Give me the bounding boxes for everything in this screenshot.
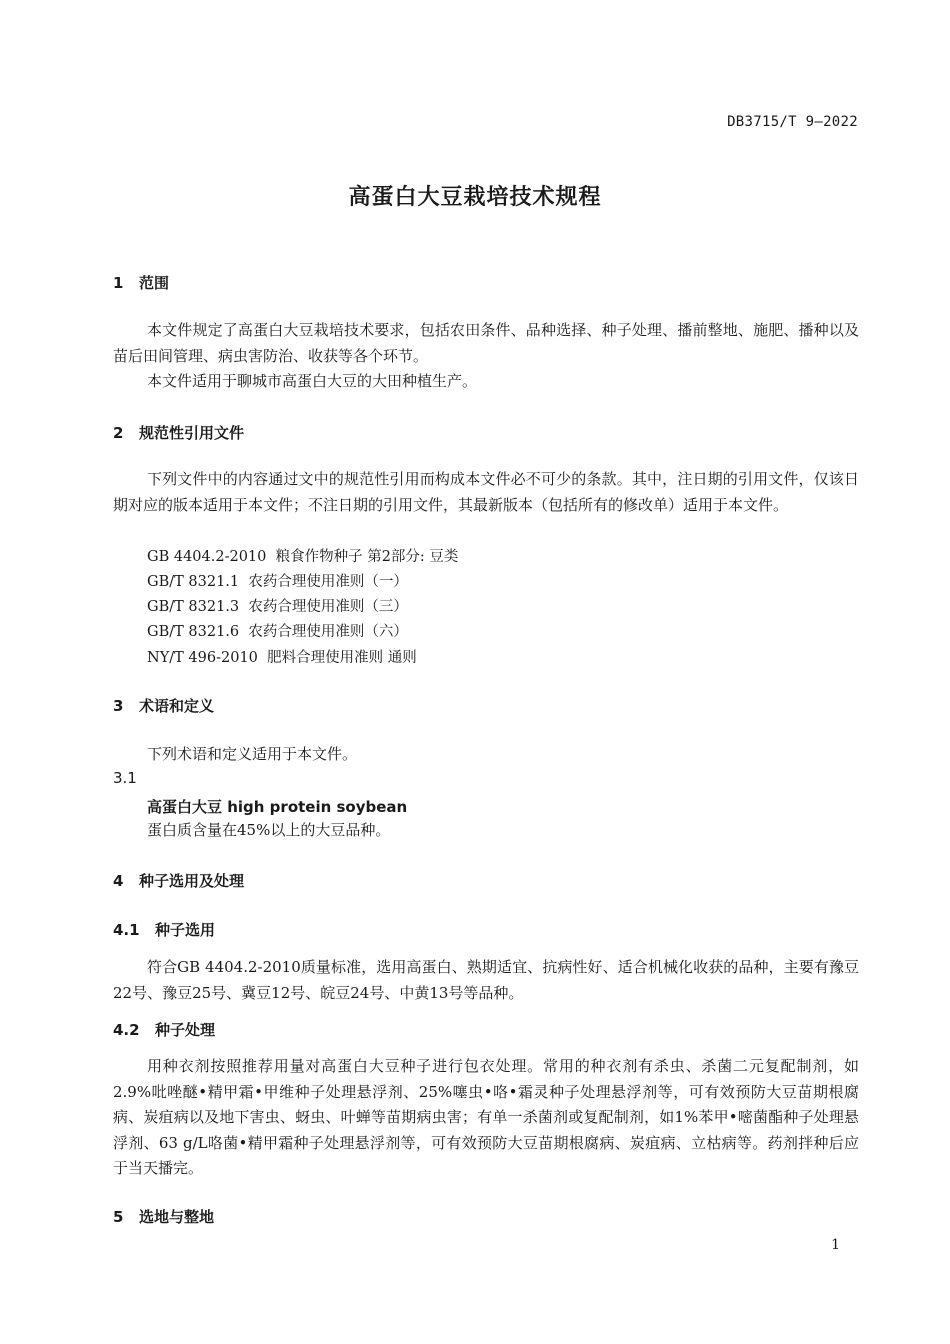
paragraph: 下列文件中的内容通过文中的规范性引用而构成本文件必不可少的条款。其中，注日期的引用文件，仅该日期对应的版本适用于本文件；不注日期的引用文件，其最新版本（包括所有的修改单）适用于本文件。 xyxy=(113,470,859,514)
section-heading-4 xyxy=(113,870,244,891)
section-number: 1 xyxy=(113,274,124,292)
subsection-title: 种子选用 xyxy=(155,921,216,939)
page-number: 1 xyxy=(831,1237,840,1253)
reference-item: GB/T 8321.3 农药合理使用准则（三） xyxy=(147,599,408,615)
document-title: 高蛋白大豆栽培技术规程 xyxy=(348,185,602,210)
section-heading-3 xyxy=(113,695,214,716)
section-heading-2 xyxy=(113,422,244,443)
reference-item: GB/T 8321.1 农药合理使用准则（一） xyxy=(147,574,408,590)
subsection-number: 4.2 xyxy=(113,1021,140,1039)
term-name: 高蛋白大豆 high protein soybean xyxy=(147,798,408,816)
subsection-number: 4.1 xyxy=(113,921,140,939)
section-heading-1 xyxy=(113,272,169,293)
section-heading-5 xyxy=(113,1206,214,1227)
subsection-heading-4-1 xyxy=(113,919,215,940)
section-title: 选地与整地 xyxy=(139,1208,215,1226)
term-definition: 蛋白质含量在45%以上的大豆品种。 xyxy=(147,821,391,839)
term-number: 3.1 xyxy=(113,769,137,787)
section-title: 术语和定义 xyxy=(139,697,215,715)
paragraph: 本文件适用于聊城市高蛋白大豆的大田种植生产。 xyxy=(147,372,478,390)
paragraph: 符合GB 4404.2-2010质量标准，选用高蛋白、熟期适宜、抗病性好、适合机械化收获的品种，主要有豫豆22号、豫豆25号、冀豆12号、皖豆24号、中黄13号等品种。 xyxy=(113,958,859,1002)
reference-item: NY/T 496-2010 肥料合理使用准则 通则 xyxy=(147,650,417,666)
reference-item: GB/T 8321.6 农药合理使用准则（六） xyxy=(147,624,408,640)
paragraph: 本文件规定了高蛋白大豆栽培技术要求，包括农田条件、品种选择、种子处理、播前整地、施肥、播种以及苗后田间管理、病虫害防治、收获等各个环节。 xyxy=(113,321,859,365)
section-title: 范围 xyxy=(139,274,170,292)
section-title: 种子选用及处理 xyxy=(139,872,245,890)
paragraph: 下列术语和定义适用于本文件。 xyxy=(147,745,358,763)
section-number: 5 xyxy=(113,1208,124,1226)
section-number: 2 xyxy=(113,424,124,442)
section-title: 规范性引用文件 xyxy=(139,424,245,442)
subsection-heading-4-2 xyxy=(113,1019,215,1040)
subsection-title: 种子处理 xyxy=(155,1021,216,1039)
section-number: 3 xyxy=(113,697,124,715)
reference-item: GB 4404.2-2010 粮食作物种子 第2部分: 豆类 xyxy=(147,549,459,565)
section-number: 4 xyxy=(113,872,124,890)
document-code: DB3715/T 9—2022 xyxy=(727,114,858,130)
paragraph: 用种衣剂按照推荐用量对高蛋白大豆种子进行包衣处理。常用的种衣剂有杀虫、杀菌二元复配制剂，如2.9%吡唑醚•精甲霜•甲维种子处理悬浮剂、25%噻虫•咯•霜灵种子处理悬浮剂等，可有效预防大豆苗期根腐病、炭疽病以及地下害虫、蚜虫、叶蝉等苗期病虫害；有单一杀菌剂或复配制剂，如1%苯甲•嘧菌酯种子处理悬浮剂、63 g/L咯菌•精甲霜种子处理悬浮剂等，可有效预防大豆苗期根腐病、炭疽病、立枯病等。药剂拌种后应于当天播完。 xyxy=(113,1057,859,1177)
